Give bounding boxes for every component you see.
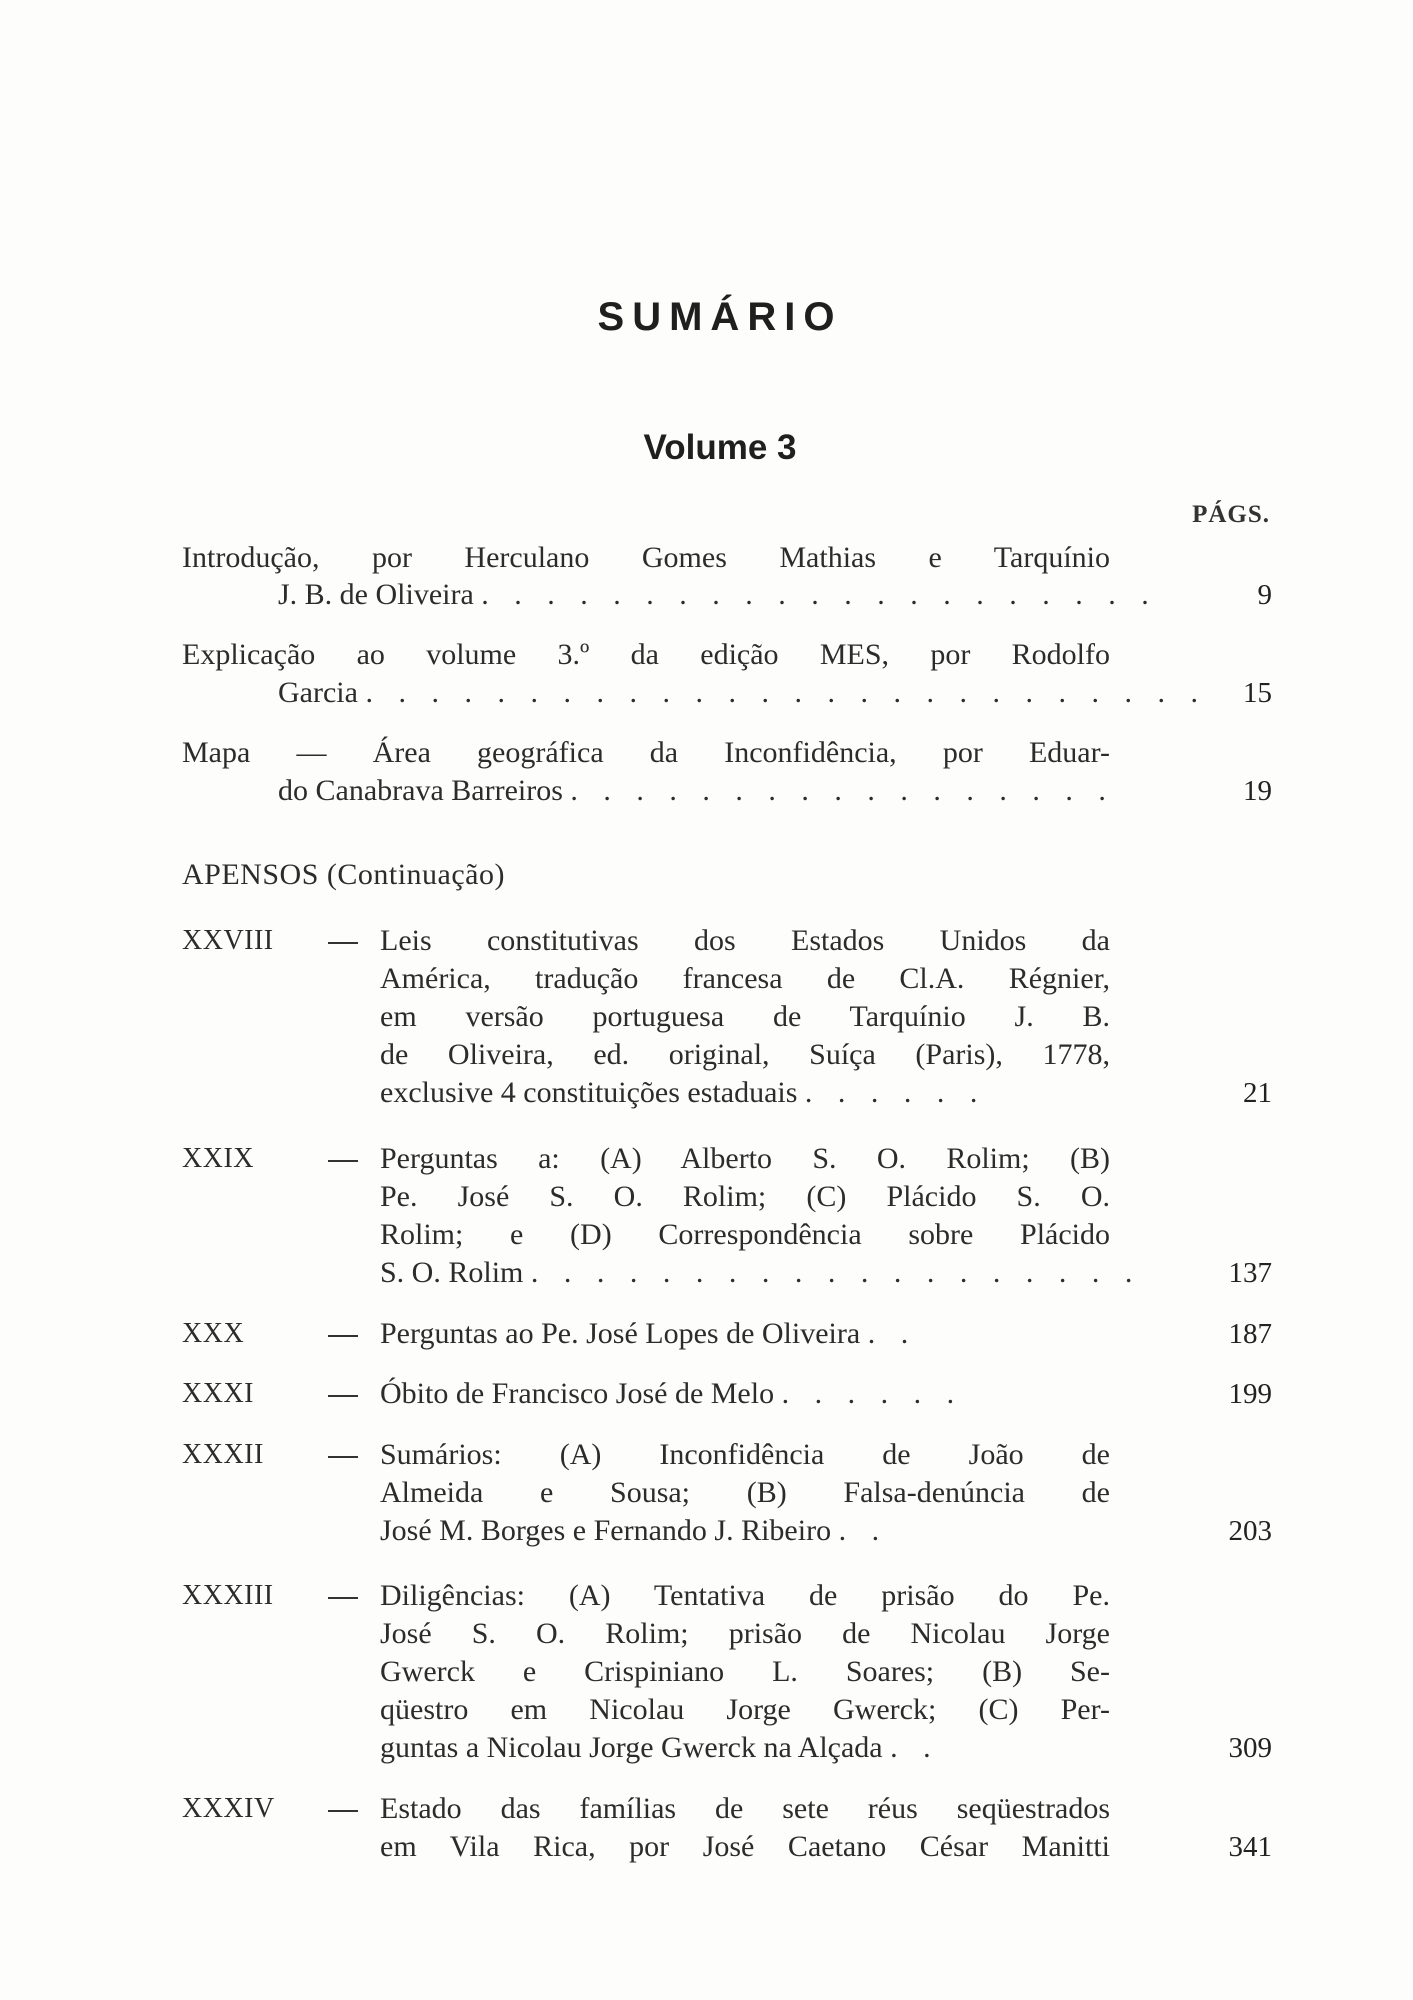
appendix-number: XXIX (182, 1143, 254, 1174)
entry-page-number: 9 (1257, 579, 1272, 611)
leader-dots: . . (890, 1731, 940, 1764)
appendix-number: XXXI (182, 1378, 254, 1409)
em-dash (328, 1597, 358, 1599)
leader-dots: . . (867, 1317, 918, 1350)
leader-dots: . . . . . . . . . . . . . . . . . . . . . . . . . . (365, 676, 1207, 709)
entry-mapa-line1: Mapa — Área geográfica da Inconfidência, por Eduar- (182, 736, 1110, 769)
em-dash (328, 942, 358, 944)
appendix-text-line: guntas a Nicolau Jorge Gwerck na Alçada . . (380, 1731, 940, 1764)
entry-introducao-line2: J. B. de Oliveira . . . . . . . . . . . . . . . . . . . . . (278, 578, 1158, 611)
em-dash (328, 1395, 358, 1397)
leader-dots: . . . . . . (804, 1076, 987, 1109)
entry-page-number: 199 (1228, 1378, 1272, 1410)
entry-page-number: 19 (1243, 775, 1272, 807)
volume-heading: Volume 3 (643, 428, 797, 467)
entry-explicacao-line1: Explicação ao volume 3.º da edição MES, por Rodolfo (182, 638, 1110, 671)
appendix-text-line: em Vila Rica, por José Caetano César Manitti (380, 1830, 1110, 1863)
appendix-text-line: em versão portuguesa de Tarquínio J. B. (380, 1000, 1110, 1033)
appendix-number: XXVIII (182, 925, 274, 956)
em-dash (328, 1335, 358, 1337)
appendix-number: XXXIII (182, 1580, 274, 1611)
appendix-text-line: Óbito de Francisco José de Melo . . . . . . (380, 1377, 964, 1410)
appendix-text-line: Almeida e Sousa; (B) Falsa-denúncia de (380, 1476, 1110, 1509)
leader-dots: . . . . . . . . . . . . . . . . . . . . . (481, 578, 1158, 611)
appendix-text-line: José S. O. Rolim; prisão de Nicolau Jorge (380, 1617, 1110, 1650)
appendix-text-line: qüestro em Nicolau Jorge Gwerck; (C) Per- (380, 1693, 1110, 1726)
leader-dots: . . . . . . (781, 1377, 964, 1410)
appendix-number: XXXIV (182, 1793, 275, 1824)
em-dash (328, 1160, 358, 1162)
appendix-text-line: José M. Borges e Fernando J. Ribeiro . . (380, 1514, 889, 1547)
appendix-text-line: Estado das famílias de sete réus seqüestrados (380, 1792, 1110, 1825)
entry-page-number: 21 (1243, 1077, 1272, 1109)
em-dash (328, 1810, 358, 1812)
appendix-text-line: exclusive 4 constituições estaduais . . . . . . (380, 1076, 987, 1109)
entry-page-number: 137 (1228, 1257, 1272, 1289)
entry-page-number: 203 (1228, 1515, 1272, 1547)
appendix-text-line: Perguntas a: (A) Alberto S. O. Rolim; (B) (380, 1142, 1110, 1175)
leader-dots: . . . . . . . . . . . . . . . . . . . (530, 1256, 1142, 1289)
appendix-text-line: Leis constitutivas dos Estados Unidos da (380, 924, 1110, 957)
appendix-number: XXX (182, 1318, 245, 1349)
entry-page-number: 15 (1243, 677, 1272, 709)
page-title: SUMÁRIO (597, 295, 843, 339)
leader-dots: . . . . . . . . . . . . . . . . . (570, 774, 1115, 807)
leader-dots: . . (838, 1514, 889, 1547)
apensos-heading: APENSOS (Continuação) (182, 858, 505, 891)
appendix-text-line: S. O. Rolim . . . . . . . . . . . . . . . . . . . (380, 1256, 1142, 1289)
entry-explicacao-line2: Garcia . . . . . . . . . . . . . . . . . . . . . . . . . . (278, 676, 1207, 709)
appendix-text-line: Sumários: (A) Inconfidência de João de (380, 1438, 1110, 1471)
entry-page-number: 187 (1228, 1318, 1272, 1350)
appendix-text-line: Perguntas ao Pe. José Lopes de Oliveira . . (380, 1317, 918, 1350)
appendix-number: XXXII (182, 1439, 264, 1470)
appendix-text-line: América, tradução francesa de Cl.A. Régnier, (380, 962, 1110, 995)
entry-introducao-line1: Introdução, por Herculano Gomes Mathias e Tarquínio (182, 541, 1110, 574)
pages-column-label: PÁGS. (1192, 501, 1270, 528)
appendix-text-line: de Oliveira, ed. original, Suíça (Paris), 1778, (380, 1038, 1110, 1071)
entry-mapa-line2: do Canabrava Barreiros . . . . . . . . . . . . . . . . . (278, 774, 1115, 807)
appendix-text-line: Diligências: (A) Tentativa de prisão do Pe. (380, 1579, 1110, 1612)
entry-page-number: 341 (1228, 1831, 1272, 1863)
appendix-text-line: Gwerck e Crispiniano L. Soares; (B) Se- (380, 1655, 1110, 1688)
entry-page-number: 309 (1228, 1732, 1272, 1764)
appendix-text-line: Rolim; e (D) Correspondência sobre Plácido (380, 1218, 1110, 1251)
em-dash (328, 1456, 358, 1458)
appendix-text-line: Pe. José S. O. Rolim; (C) Plácido S. O. (380, 1180, 1110, 1213)
